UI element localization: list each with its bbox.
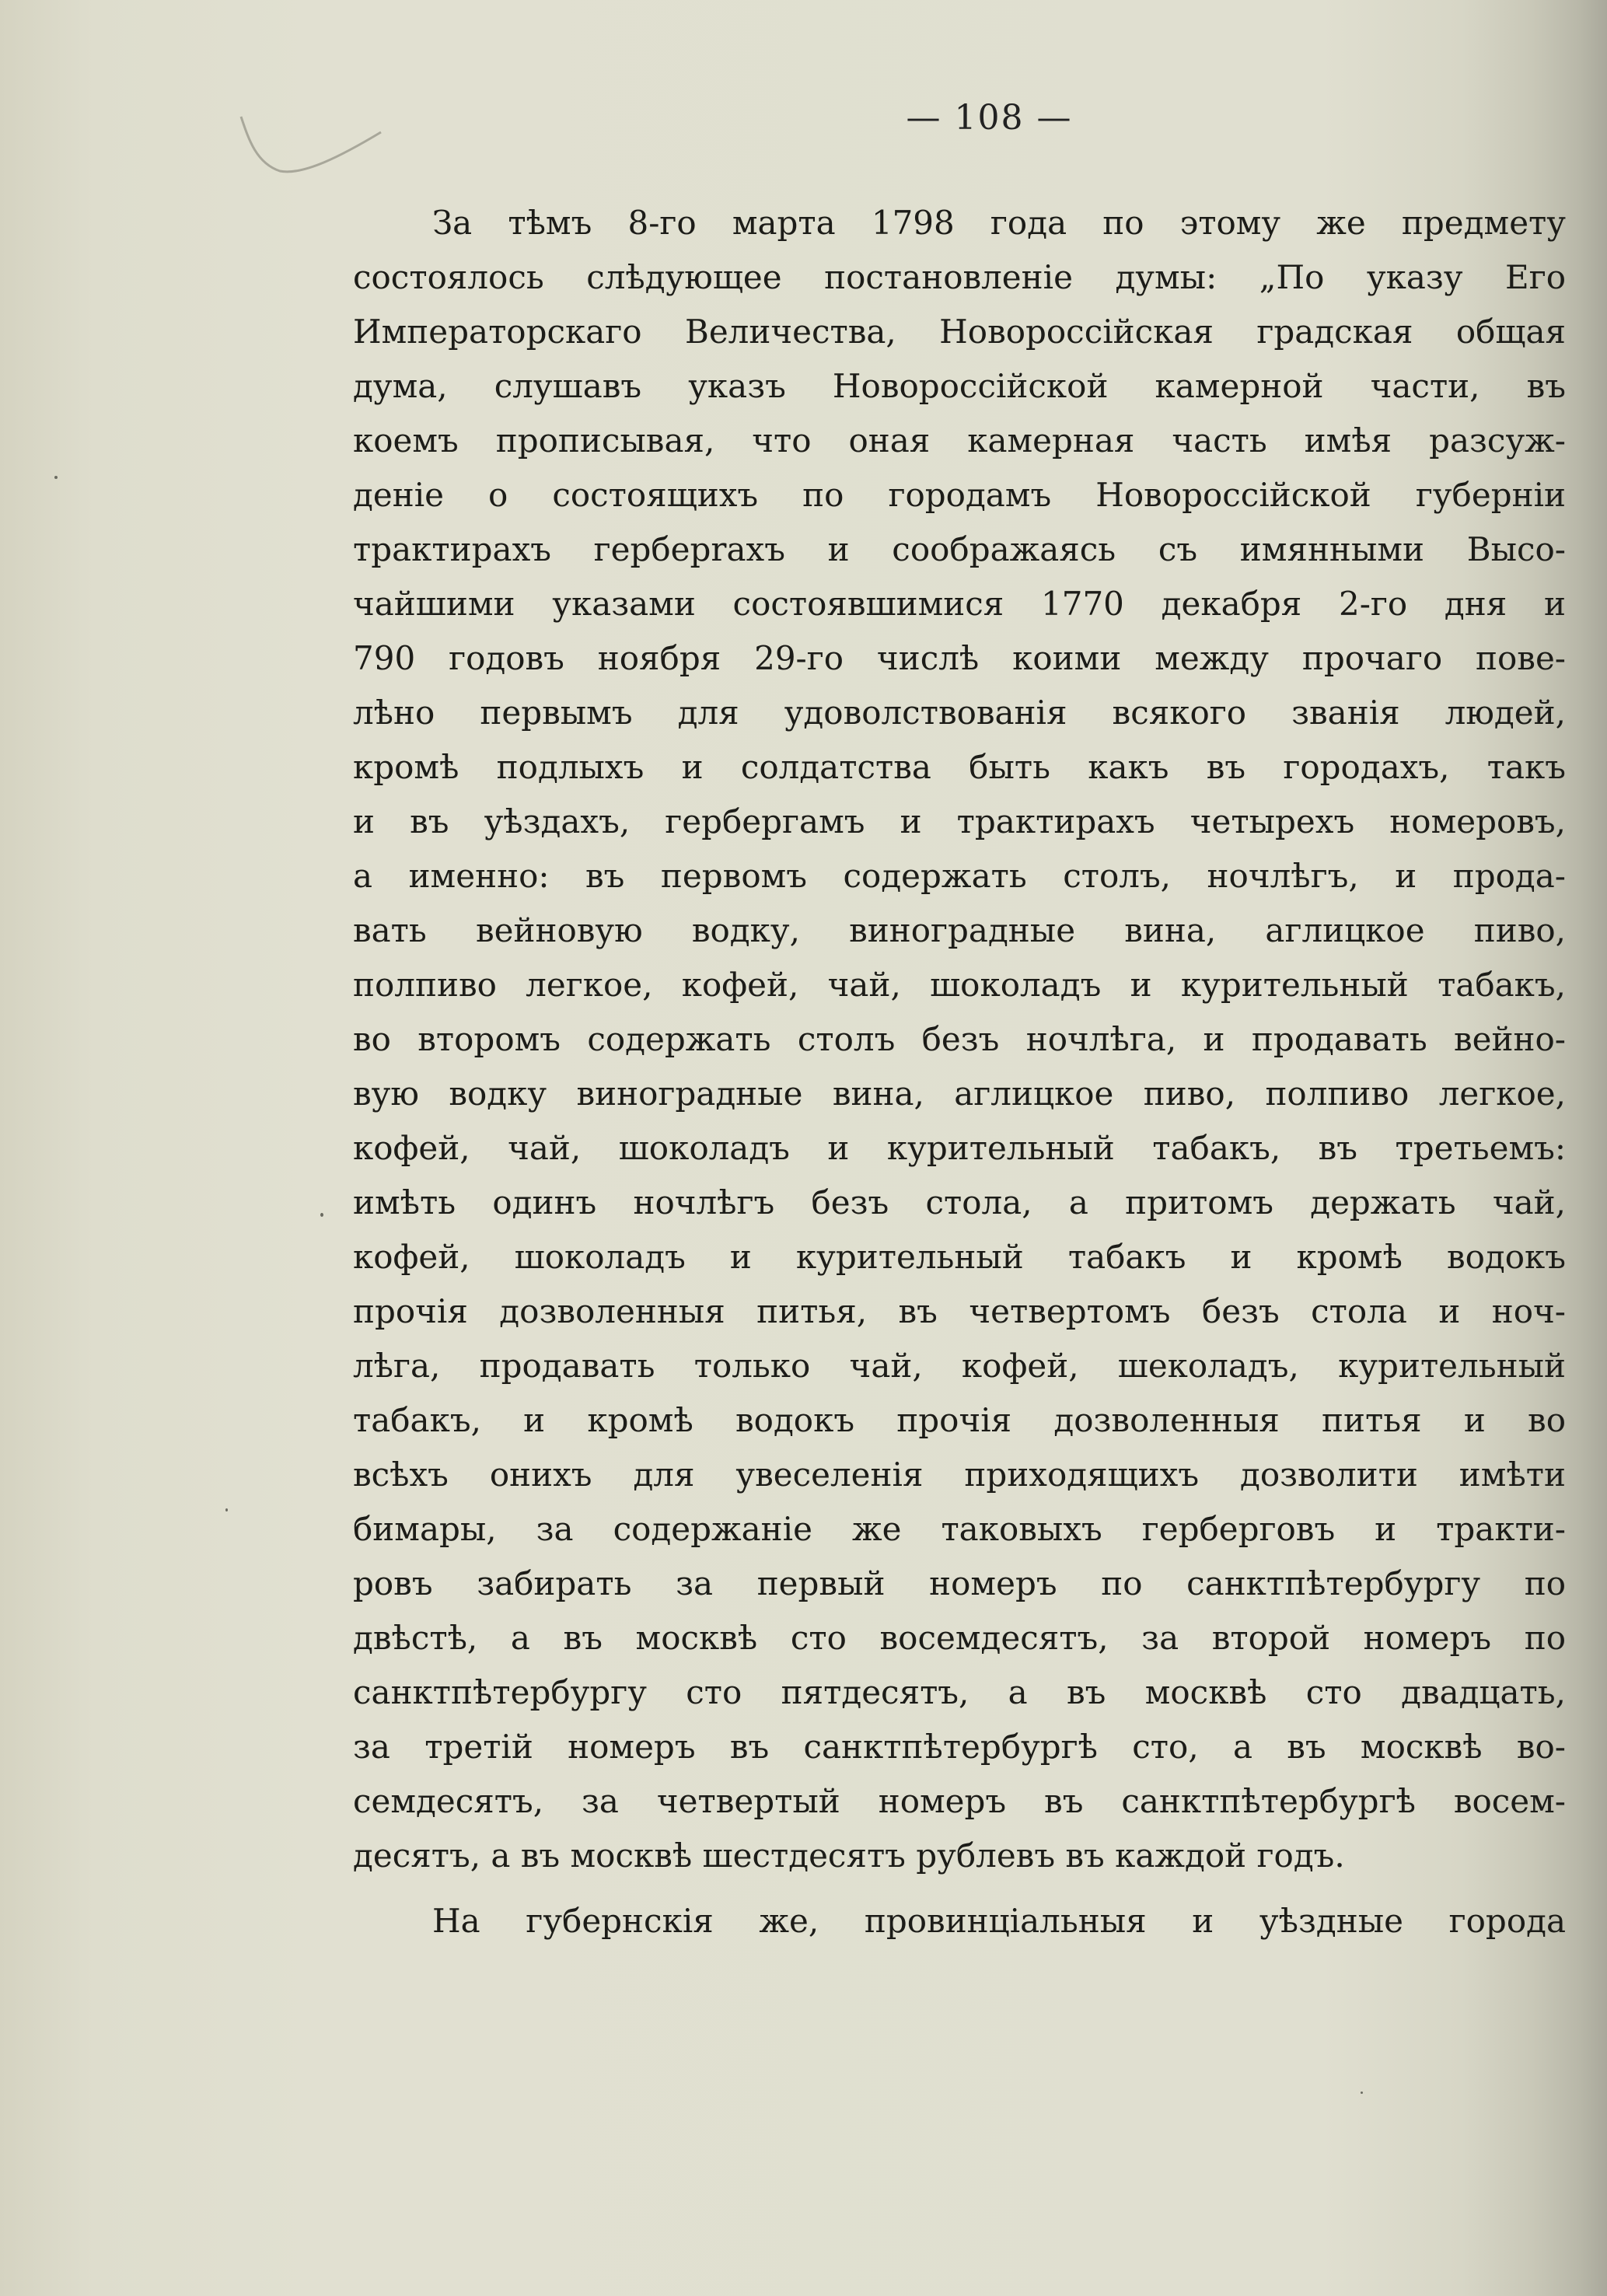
- text-line: десятъ, а въ москвѣ шестдесятъ рублевъ въ каждой годъ.: [353, 1836, 1345, 1875]
- text-line: лѣно первымъ для удоволствованія всякого званія людей,: [353, 694, 1566, 732]
- text-line: и въ уѣздахъ, гербергамъ и трактирахъ четырехъ номеровъ,: [353, 802, 1566, 840]
- text-line: На губернскія же, провинціальныя и уѣздные города: [432, 1902, 1566, 1940]
- text-line: дума, слушавъ указъ Новороссійской камерной части, въ: [353, 367, 1566, 405]
- text-line: кромѣ подлыхъ и солдатства быть какъ въ городахъ, такъ: [353, 748, 1566, 786]
- paragraph-2: [353, 1894, 1566, 1948]
- text-line: деніе о состоящихъ по городамъ Новороссійской губерніи: [353, 476, 1566, 514]
- text-line: кофей, шоколадъ и курительный табакъ и кромѣ водокъ: [353, 1238, 1566, 1276]
- text-line: коемъ прописывая, что оная камерная часть имѣя разсуж-: [353, 421, 1566, 460]
- text-line: вать вейновую водку, виноградные вина, аглицкое пиво,: [353, 911, 1566, 949]
- text-line: а именно: въ первомъ содержать столъ, ночлѣгъ, и прода-: [353, 857, 1566, 895]
- text-line: кофей, чай, шоколадъ и курительный табакъ, въ третьемъ:: [353, 1129, 1566, 1167]
- text-line: всѣхъ онихъ для увеселенія приходящихъ дозволити имѣти: [353, 1456, 1566, 1494]
- text-line: прочія дозволенныя питья, въ четвертомъ безъ стола и ноч-: [353, 1292, 1566, 1330]
- text-line: санктпѣтербургу сто пятдесятъ, а въ москвѣ сто двадцать,: [353, 1673, 1566, 1711]
- text-line: За тѣмъ 8-го марта 1798 года по этому же предмету: [432, 204, 1566, 242]
- text-line: двѣстѣ, а въ москвѣ сто восемдесятъ, за второй номеръ по: [353, 1619, 1566, 1657]
- text-line: полпиво легкое, кофей, чай, шоколадъ и курительный табакъ,: [353, 966, 1566, 1004]
- body-text: [353, 196, 1566, 1948]
- text-line: за третій номеръ въ санктпѣтербургѣ сто, а въ москвѣ во-: [353, 1728, 1566, 1766]
- text-line: Императорскаго Величества, Новороссійская градская общая: [353, 313, 1566, 351]
- text-line: во второмъ содержать столъ безъ ночлѣга, и продавать вейно-: [353, 1020, 1566, 1058]
- dust-speck: [1361, 2092, 1363, 2094]
- text-line: лѣга, продавать только чай, кофей, шеколадъ, курительный: [353, 1347, 1566, 1385]
- text-line: табакъ, и кромѣ водокъ прочія дозволенныя питья и во: [353, 1401, 1566, 1439]
- text-line: вую водку виноградные вина, аглицкое пиво, полпиво легкое,: [353, 1075, 1566, 1113]
- text-line: трактирахъ герберrахъ и соображаясь съ имянными Высо-: [353, 530, 1566, 568]
- text-line: состоялось слѣдующее постановленіе думы: „По указу Его: [353, 258, 1566, 296]
- page-number: — 108 —: [906, 98, 1073, 138]
- dust-speck: [54, 476, 58, 479]
- text-line: семдесятъ, за четвертый номеръ въ санктпѣтербургѣ восем-: [353, 1782, 1566, 1820]
- dust-speck: [320, 1213, 323, 1217]
- text-line: чайшими указами состоявшимися 1770 декабря 2-го дня и: [353, 585, 1566, 623]
- text-line: имѣть одинъ ночлѣгъ безъ стола, а притомъ держать чай,: [353, 1183, 1566, 1221]
- paragraph-1: [353, 196, 1566, 1883]
- text-line: бимары, за содержаніе же таковыхъ герберговъ и тракти-: [353, 1510, 1566, 1548]
- text-line: ровъ забирать за первый номеръ по санктпѣтербургу по: [353, 1564, 1566, 1602]
- dust-speck: [225, 1508, 228, 1511]
- text-line: 790 годовъ ноября 29-го числѣ коими между прочаго пове-: [353, 639, 1566, 677]
